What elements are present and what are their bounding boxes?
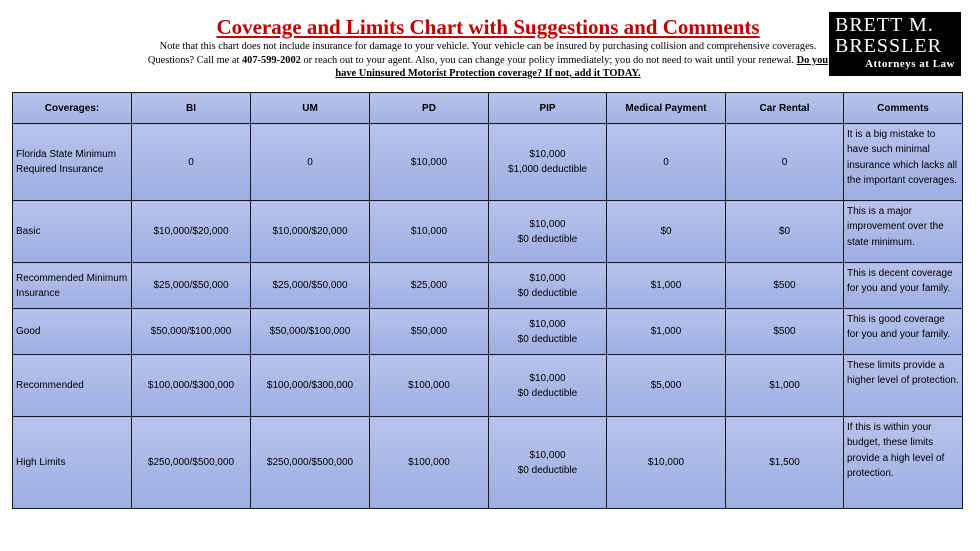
- pip-cell: [489, 201, 607, 263]
- pip-amount: $10,000: [529, 449, 566, 461]
- um-cell: $10,000/$20,000: [251, 201, 370, 263]
- pd-cell: $100,000: [370, 417, 489, 509]
- pip-deductible: $0 deductible: [517, 287, 578, 299]
- comment-cell: It is a big mistake to have such minimal insurance which lacks all the important coverages.: [844, 124, 963, 201]
- table-row: [13, 201, 963, 263]
- medical-payment-cell: $1,000: [607, 263, 726, 309]
- bi-cell: $250,000/$500,000: [132, 417, 251, 509]
- table-row: [13, 309, 963, 355]
- phone-number: 407-599-2002: [241, 54, 301, 66]
- bi-cell: $50,000/$100,000: [132, 309, 251, 355]
- pd-cell: $10,000: [370, 201, 489, 263]
- um-cell: $250,000/$500,000: [251, 417, 370, 509]
- bi-cell: $100,000/$300,000: [132, 355, 251, 417]
- logo-line-1: BRETT M.: [835, 14, 934, 36]
- row-label: Recommended: [13, 355, 132, 417]
- pd-cell: $100,000: [370, 355, 489, 417]
- pip-amount: $10,000: [529, 318, 566, 330]
- header-pd: PD: [370, 93, 489, 124]
- table-row: [13, 263, 963, 309]
- header-car-rental: Car Rental: [726, 93, 844, 124]
- bi-cell: 0: [132, 124, 251, 201]
- um-cell: $50,000/$100,000: [251, 309, 370, 355]
- pip-cell: [489, 355, 607, 417]
- chart-title: Coverage and Limits Chart with Suggestions and Comments: [216, 15, 760, 39]
- comment-cell: This is a major improvement over the state minimum.: [844, 201, 963, 263]
- pip-cell: [489, 417, 607, 509]
- header-coverages: Coverages:: [13, 93, 132, 124]
- pip-cell: [489, 309, 607, 355]
- um-cell: $25,000/$50,000: [251, 263, 370, 309]
- row-label: Recommended Minimum Insurance: [13, 263, 132, 309]
- logo-line-2: BRESSLER: [835, 35, 942, 57]
- pip-amount: $10,000: [529, 272, 566, 284]
- car-rental-cell: $1,500: [726, 417, 844, 509]
- row-label: High Limits: [13, 417, 132, 509]
- medical-payment-cell: $1,000: [607, 309, 726, 355]
- medical-payment-cell: $5,000: [607, 355, 726, 417]
- pip-cell: [489, 263, 607, 309]
- um-cell: $100,000/$300,000: [251, 355, 370, 417]
- table-row: [13, 355, 963, 417]
- medical-payment-cell: $10,000: [607, 417, 726, 509]
- comment-cell: If this is within your budget, these limits provide a high level of protection.: [844, 417, 963, 509]
- car-rental-cell: $1,000: [726, 355, 844, 417]
- note-text-1: Note that this chart does not include insurance for damage to your vehicle. Your vehicle can be insured by purchasing collision and comprehensive coverages. Questions? Call me at: [147, 41, 817, 66]
- pip-amount: $10,000: [529, 372, 566, 384]
- logo-tagline: Attorneys at Law: [865, 58, 955, 70]
- header-comments: Comments: [844, 93, 963, 124]
- pip-deductible: $0 deductible: [517, 464, 578, 476]
- header-bi: BI: [132, 93, 251, 124]
- comment-cell: These limits provide a higher level of protection.: [844, 355, 963, 417]
- header-medical-payment: Medical Payment: [607, 93, 726, 124]
- car-rental-cell: $0: [726, 201, 844, 263]
- pd-cell: $25,000: [370, 263, 489, 309]
- medical-payment-cell: 0: [607, 124, 726, 201]
- pip-cell: [489, 124, 607, 201]
- pd-cell: $10,000: [370, 124, 489, 201]
- pip-amount: $10,000: [529, 149, 566, 160]
- comment-cell: This is decent coverage for you and your family.: [844, 263, 963, 309]
- firm-logo: [829, 12, 961, 76]
- pip-deductible: $0 deductible: [517, 233, 578, 245]
- comment-cell: This is good coverage for you and your family.: [844, 309, 963, 355]
- row-label: Basic: [13, 201, 132, 263]
- header-row: [13, 93, 963, 124]
- pd-cell: $50,000: [370, 309, 489, 355]
- medical-payment-cell: $0: [607, 201, 726, 263]
- pip-deductible: $1,000 deductible: [508, 164, 587, 175]
- note-text-2: or reach out to your agent. Also, you can change your policy immediately; you do not need to wait until your renewal.: [300, 54, 797, 66]
- header-pip: PIP: [489, 93, 607, 124]
- car-rental-cell: $500: [726, 309, 844, 355]
- um-cell: 0: [251, 124, 370, 201]
- car-rental-cell: $500: [726, 263, 844, 309]
- header-um: UM: [251, 93, 370, 124]
- intro-note: [146, 40, 830, 81]
- um-call-to-action: Do you have Uninsured Motorist Protection coverage? If not, add it TODAY.: [335, 54, 829, 79]
- bi-cell: $25,000/$50,000: [132, 263, 251, 309]
- row-label: Good: [13, 309, 132, 355]
- coverage-table: [12, 92, 963, 509]
- bi-cell: $10,000/$20,000: [132, 201, 251, 263]
- row-label: Florida State Minimum Required Insurance: [13, 124, 132, 201]
- pip-deductible: $0 deductible: [517, 387, 578, 399]
- car-rental-cell: 0: [726, 124, 844, 201]
- pip-deductible: $0 deductible: [517, 333, 578, 345]
- pip-amount: $10,000: [529, 218, 566, 230]
- table-row: [13, 124, 963, 201]
- table-row: [13, 417, 963, 509]
